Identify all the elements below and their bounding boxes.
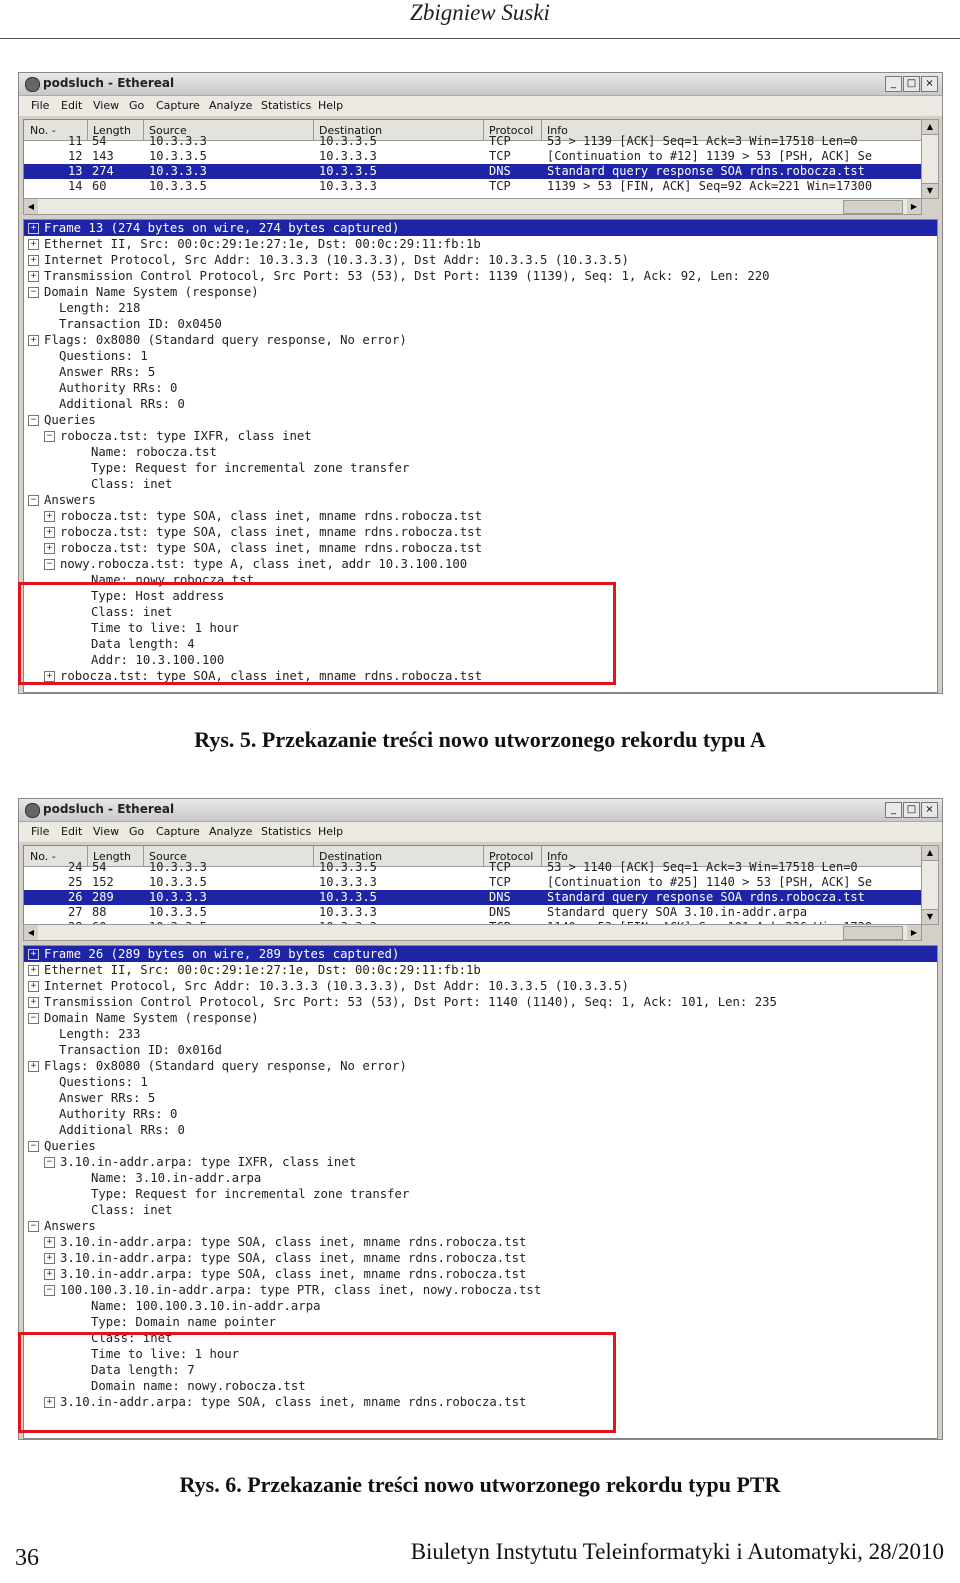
packet-cell-info: 1139 > 53 [FIN, ACK] Seq=92 Ack=221 Win=17300 [547, 179, 873, 193]
tree-node[interactable] [24, 460, 937, 476]
minimize-button[interactable]: _ [885, 76, 902, 92]
ethereal-app-icon [25, 803, 40, 818]
tree-node-label: Length: 233 [59, 1027, 141, 1041]
tree-node-label: 3.10.in-addr.arpa: type IXFR, class inet [60, 1155, 357, 1169]
col-protocol[interactable]: Protocol [489, 850, 534, 863]
tree-node-label: robocza.tst: type SOA, class inet, mname rdns.robocza.tst [60, 541, 482, 555]
col-info[interactable]: Info [547, 850, 568, 863]
packet-cell-len: 274 [92, 164, 114, 178]
tree-node[interactable] [24, 1042, 937, 1058]
expand-icon[interactable]: + [28, 949, 39, 960]
expand-icon[interactable]: + [28, 965, 39, 976]
tree-node[interactable] [24, 1266, 937, 1282]
tree-node[interactable] [24, 220, 937, 236]
tree-node[interactable] [24, 962, 937, 978]
tree-node-label: Type: Request for incremental zone transfer [91, 1187, 410, 1201]
tree-node-label: robocza.tst: type IXFR, class inet [60, 429, 312, 443]
scroll-up-icon[interactable]: ▲ [922, 120, 938, 135]
collapse-icon[interactable]: − [44, 559, 55, 570]
tree-node[interactable] [24, 1250, 937, 1266]
packet-list-vscrollbar[interactable] [921, 845, 939, 925]
figure-caption-5: Rys. 5. Przekazanie treści nowo utworzonego rekordu typu A [194, 727, 766, 752]
menu-help[interactable]: Help [318, 825, 344, 838]
tree-node[interactable] [24, 428, 937, 444]
packet-cell-len: 88 [92, 905, 107, 919]
packet-cell-proto: DNS [489, 890, 511, 904]
tree-node-label: Name: 100.100.3.10.in-addr.arpa [91, 1299, 321, 1313]
menu-view[interactable]: View [93, 99, 120, 112]
tree-node-label: Transaction ID: 0x016d [59, 1043, 222, 1057]
col-destination[interactable]: Destination [319, 124, 383, 137]
tree-node-label: Queries [44, 1139, 96, 1153]
tree-node-label: 3.10.in-addr.arpa: type SOA, class inet, mname rdns.robocza.tst [60, 1267, 527, 1281]
packet-cell-src: 10.3.3.3 [149, 134, 207, 148]
packet-row[interactable] [24, 860, 921, 875]
tree-node[interactable] [24, 1090, 937, 1106]
tree-node[interactable] [24, 1154, 937, 1170]
expand-icon[interactable]: + [28, 239, 39, 250]
tree-node-label: Flags: 0x8080 (Standard query response, No error) [44, 1059, 407, 1073]
packet-cell-proto: TCP [489, 179, 511, 193]
menu-analyze[interactable]: Analyze [209, 99, 253, 112]
packet-cell-no: 25 [68, 875, 83, 889]
tree-node-label: Transmission Control Protocol, Src Port: 53 (53), Dst Port: 1140 (1140), Seq: 1, Ack: 101, Len: 235 [44, 995, 777, 1009]
tree-node-label: Type: Host address [91, 589, 225, 603]
tree-node-label: Time to live: 1 hour [91, 1347, 240, 1361]
menu-capture[interactable]: Capture [156, 825, 200, 838]
col-no[interactable]: No. - [30, 124, 56, 137]
collapse-icon[interactable]: − [44, 1285, 55, 1296]
journal-footer: Biuletyn Instytutu Teleinformatyki i Automatyki, 28/2010 [410, 1539, 944, 1564]
tree-node-label: Answers [44, 493, 96, 507]
expand-icon[interactable]: + [44, 1253, 55, 1264]
packet-cell-len: 60 [92, 179, 107, 193]
tree-node-label: nowy.robocza.tst: type A, class inet, addr 10.3.100.100 [60, 557, 468, 571]
collapse-icon[interactable]: − [28, 287, 39, 298]
tree-node-label: Flags: 0x8080 (Standard query response, No error) [44, 333, 407, 347]
packet-cell-no: 24 [68, 860, 83, 874]
col-info[interactable]: Info [547, 124, 568, 137]
tree-node-label: Frame 13 (274 bytes on wire, 274 bytes captured) [44, 221, 400, 235]
col-length[interactable]: Length [93, 124, 131, 137]
tree-node-label: Type: Domain name pointer [91, 1315, 277, 1329]
packet-row[interactable] [24, 134, 921, 149]
tree-node[interactable] [24, 1106, 937, 1122]
tree-node-label: Authority RRs: 0 [59, 381, 178, 395]
tree-node-label: Transmission Control Protocol, Src Port: 53 (53), Dst Port: 1139 (1139), Seq: 1, Ack: 92, Len: 220 [44, 269, 770, 283]
tree-node[interactable] [24, 268, 937, 284]
tree-node-label: Type: Request for incremental zone transfer [91, 461, 410, 475]
packet-list-vscrollbar[interactable] [921, 119, 939, 199]
tree-node[interactable] [24, 1218, 937, 1234]
menu-capture[interactable]: Capture [156, 99, 200, 112]
tree-node-label: Additional RRs: 0 [59, 397, 185, 411]
tree-node-label: 100.100.3.10.in-addr.arpa: type PTR, class inet, nowy.robocza.tst [60, 1283, 542, 1297]
packet-cell-info: [Continuation to #12] 1139 > 53 [PSH, ACK] Se [547, 149, 873, 163]
highlight-box [18, 582, 616, 685]
close-button[interactable]: × [921, 76, 938, 92]
tree-node[interactable] [24, 1138, 937, 1154]
expand-icon[interactable]: + [44, 511, 55, 522]
tree-node-label: Authority RRs: 0 [59, 1107, 178, 1121]
expand-icon[interactable]: + [44, 1269, 55, 1280]
tree-node[interactable] [24, 412, 937, 428]
collapse-icon[interactable]: − [28, 1141, 39, 1152]
expand-icon[interactable]: + [44, 527, 55, 538]
tree-node-label: Internet Protocol, Src Addr: 10.3.3.3 (10.3.3.3), Dst Addr: 10.3.3.5 (10.3.3.5) [44, 253, 629, 267]
collapse-icon[interactable]: − [44, 431, 55, 442]
tree-node[interactable] [24, 236, 937, 252]
tree-node[interactable] [24, 380, 937, 396]
tree-node-label: Class: inet [91, 605, 173, 619]
tree-node[interactable] [24, 1074, 937, 1090]
tree-node[interactable] [24, 1026, 937, 1042]
tree-node[interactable] [24, 396, 937, 412]
expand-icon[interactable]: + [44, 1237, 55, 1248]
packet-cell-info: Standard query response SOA rdns.robocza.tst [547, 890, 865, 904]
tree-node[interactable] [24, 332, 937, 348]
packet-cell-src: 10.3.3.5 [149, 149, 207, 163]
packet-cell-info: 53 > 1139 [ACK] Seq=1 Ack=3 Win=17518 Len=0 [547, 134, 858, 148]
packet-cell-dst: 10.3.3.3 [319, 875, 377, 889]
packet-cell-info: 53 > 1140 [ACK] Seq=1 Ack=3 Win=17518 Len=0 [547, 860, 858, 874]
hscroll-thumb[interactable] [843, 200, 903, 214]
packet-cell-proto: TCP [489, 134, 511, 148]
page-number: 36 [15, 1545, 39, 1571]
tree-node-label: robocza.tst: type SOA, class inet, mname rdns.robocza.tst [60, 525, 482, 539]
packet-list-hscrollbar[interactable] [23, 924, 922, 941]
packet-cell-proto: DNS [489, 164, 511, 178]
packet-cell-dst: 10.3.3.3 [319, 905, 377, 919]
tree-node-label: Answers [44, 1219, 96, 1233]
tree-node-label: Answer RRs: 5 [59, 1091, 156, 1105]
window-titlebar [19, 73, 942, 96]
packet-cell-info: Standard query SOA 3.10.in-addr.arpa [547, 905, 808, 919]
tree-node-label: Queries [44, 413, 96, 427]
tree-node-label: Addr: 10.3.100.100 [91, 653, 225, 667]
tree-node-label: Name: 3.10.in-addr.arpa [91, 1171, 262, 1185]
expand-icon[interactable]: + [28, 271, 39, 282]
collapse-icon[interactable]: − [28, 1221, 39, 1232]
tree-node[interactable] [24, 364, 937, 380]
tree-node-label: Internet Protocol, Src Addr: 10.3.3.3 (10.3.3.3), Dst Addr: 10.3.3.5 (10.3.3.5) [44, 979, 629, 993]
tree-node[interactable] [24, 348, 937, 364]
expand-icon[interactable]: + [44, 1397, 55, 1408]
header-rule [0, 38, 960, 39]
menu-help[interactable]: Help [318, 99, 344, 112]
tree-node[interactable] [24, 1186, 937, 1202]
packet-cell-dst: 10.3.3.5 [319, 890, 377, 904]
packet-cell-no: 13 [68, 164, 83, 178]
minimize-button[interactable]: _ [885, 802, 902, 818]
tree-node-label: Domain name: nowy.robocza.tst [91, 1379, 306, 1393]
expand-icon[interactable]: + [44, 543, 55, 554]
tree-node[interactable] [24, 524, 937, 540]
packet-list [23, 845, 922, 925]
tree-node[interactable] [24, 508, 937, 524]
tree-node-label: 3.10.in-addr.arpa: type SOA, class inet, mname rdns.robocza.tst [60, 1251, 527, 1265]
menu-statistics[interactable]: Statistics [261, 825, 312, 838]
col-no[interactable]: No. - [30, 850, 56, 863]
tree-node[interactable] [24, 1314, 937, 1330]
maximize-button[interactable]: □ [903, 802, 920, 818]
tree-node[interactable] [24, 492, 937, 508]
expand-icon[interactable]: + [28, 255, 39, 266]
packet-cell-info: [Continuation to #25] 1140 > 53 [PSH, ACK] Se [547, 875, 873, 889]
scroll-down-icon[interactable]: ▼ [922, 183, 938, 198]
tree-node-label: Data length: 7 [91, 1363, 195, 1377]
expand-icon[interactable]: + [28, 997, 39, 1008]
tree-node-label: 3.10.in-addr.arpa: type SOA, class inet, mname rdns.robocza.tst [60, 1235, 527, 1249]
tree-node-label: Frame 26 (289 bytes on wire, 289 bytes captured) [44, 947, 400, 961]
tree-node[interactable] [24, 556, 937, 572]
tree-node[interactable] [24, 1282, 937, 1298]
packet-row[interactable] [24, 890, 921, 905]
menu-edit[interactable]: Edit [61, 99, 83, 112]
packet-cell-no: 27 [68, 905, 83, 919]
tree-node[interactable] [24, 300, 937, 316]
collapse-icon[interactable]: − [28, 495, 39, 506]
tree-node[interactable] [24, 1298, 937, 1314]
packet-cell-proto: DNS [489, 905, 511, 919]
tree-node[interactable] [24, 1234, 937, 1250]
tree-node[interactable] [24, 476, 937, 492]
tree-node[interactable] [24, 978, 937, 994]
menu-file[interactable]: File [31, 825, 50, 838]
menu-view[interactable]: View [93, 825, 120, 838]
packet-cell-no: 14 [68, 179, 83, 193]
expand-icon[interactable]: + [28, 1061, 39, 1072]
menu-bar [19, 96, 942, 116]
tree-node-label: Class: inet [91, 1331, 173, 1345]
scroll-left-icon[interactable]: ◀ [24, 925, 38, 940]
tree-node-label: 3.10.in-addr.arpa: type SOA, class inet, mname rdns.robocza.tst [60, 1395, 527, 1409]
packet-row[interactable] [24, 179, 921, 194]
packet-list-hscrollbar[interactable] [23, 198, 922, 215]
tree-node-label: Domain Name System (response) [44, 1011, 259, 1025]
collapse-icon[interactable]: − [28, 1013, 39, 1024]
tree-node-label: Transaction ID: 0x0450 [59, 317, 222, 331]
scroll-left-icon[interactable]: ◀ [24, 199, 38, 214]
packet-cell-len: 54 [92, 134, 107, 148]
packet-cell-no: 12 [68, 149, 83, 163]
tree-node-label: Additional RRs: 0 [59, 1123, 185, 1137]
expand-icon[interactable]: + [28, 223, 39, 234]
scroll-right-icon[interactable]: ▶ [907, 925, 921, 940]
packet-cell-dst: 10.3.3.5 [319, 164, 377, 178]
expand-icon[interactable]: + [44, 671, 55, 682]
window-title: podsluch - Ethereal [43, 76, 175, 90]
col-protocol[interactable]: Protocol [489, 124, 534, 137]
packet-cell-dst: 10.3.3.5 [319, 134, 377, 148]
packet-cell-src: 10.3.3.5 [149, 875, 207, 889]
menu-statistics[interactable]: Statistics [261, 99, 312, 112]
packet-cell-dst: 10.3.3.5 [319, 860, 377, 874]
packet-cell-src: 10.3.3.3 [149, 860, 207, 874]
tree-node-label: Name: nowy.robocza.tst [91, 573, 254, 587]
tree-node[interactable] [24, 284, 937, 300]
packet-cell-no: 11 [68, 134, 83, 148]
packet-cell-len: 143 [92, 149, 114, 163]
tree-node-label: Class: inet [91, 1203, 173, 1217]
scroll-down-icon[interactable]: ▼ [922, 909, 938, 924]
packet-cell-len: 152 [92, 875, 114, 889]
scroll-up-icon[interactable]: ▲ [922, 846, 938, 861]
hscroll-thumb[interactable] [843, 926, 903, 940]
packet-cell-proto: TCP [489, 149, 511, 163]
packet-row[interactable] [24, 149, 921, 164]
packet-cell-len: 54 [92, 860, 107, 874]
packet-cell-src: 10.3.3.3 [149, 890, 207, 904]
packet-cell-dst: 10.3.3.3 [319, 179, 377, 193]
menu-file[interactable]: File [31, 99, 50, 112]
tree-node-label: Domain Name System (response) [44, 285, 259, 299]
col-length[interactable]: Length [93, 850, 131, 863]
tree-node[interactable] [24, 444, 937, 460]
menu-edit[interactable]: Edit [61, 825, 83, 838]
packet-cell-dst: 10.3.3.3 [319, 149, 377, 163]
tree-node-label: Ethernet II, Src: 00:0c:29:1e:27:1e, Dst: 00:0c:29:11:fb:1b [44, 963, 481, 977]
packet-row[interactable] [24, 164, 921, 179]
collapse-icon[interactable]: − [44, 1157, 55, 1168]
col-source[interactable]: Source [149, 850, 187, 863]
packet-row[interactable] [24, 875, 921, 890]
tree-node-label: Questions: 1 [59, 349, 148, 363]
packet-list [23, 119, 922, 199]
tree-node-label: Length: 218 [59, 301, 141, 315]
menu-go[interactable]: Go [129, 99, 145, 112]
tree-node-label: Name: robocza.tst [91, 445, 217, 459]
tree-node[interactable] [24, 1202, 937, 1218]
ethereal-app-icon [25, 77, 40, 92]
packet-row[interactable] [24, 905, 921, 920]
window-title: podsluch - Ethereal [43, 802, 175, 816]
menu-go[interactable]: Go [129, 825, 145, 838]
window-titlebar [19, 799, 942, 822]
tree-node-label: Ethernet II, Src: 00:0c:29:1e:27:1e, Dst: 00:0c:29:11:fb:1b [44, 237, 481, 251]
expand-icon[interactable]: + [28, 981, 39, 992]
highlight-box [18, 1332, 616, 1433]
scroll-right-icon[interactable]: ▶ [907, 199, 921, 214]
col-destination[interactable]: Destination [319, 850, 383, 863]
tree-node[interactable] [24, 1122, 937, 1138]
close-button[interactable]: × [921, 802, 938, 818]
packet-cell-src: 10.3.3.5 [149, 179, 207, 193]
packet-cell-src: 10.3.3.3 [149, 164, 207, 178]
col-source[interactable]: Source [149, 124, 187, 137]
tree-node[interactable] [24, 1010, 937, 1026]
packet-cell-proto: TCP [489, 860, 511, 874]
tree-node[interactable] [24, 994, 937, 1010]
tree-node-label: Time to live: 1 hour [91, 621, 240, 635]
running-header-author: Zbigniew Suski [410, 0, 550, 25]
tree-node[interactable] [24, 946, 937, 962]
tree-node[interactable] [24, 1058, 937, 1074]
figure-caption-6: Rys. 6. Przekazanie treści nowo utworzonego rekordu typu PTR [179, 1472, 781, 1497]
tree-node[interactable] [24, 1170, 937, 1186]
packet-cell-info: Standard query response SOA rdns.robocza.tst [547, 164, 865, 178]
tree-node-label: robocza.tst: type SOA, class inet, mname rdns.robocza.tst [60, 509, 482, 523]
tree-node-label: Class: inet [91, 477, 173, 491]
packet-cell-no: 26 [68, 890, 83, 904]
packet-cell-src: 10.3.3.5 [149, 905, 207, 919]
tree-node-label: Data length: 4 [91, 637, 195, 651]
maximize-button[interactable]: □ [903, 76, 920, 92]
tree-node-label: robocza.tst: type SOA, class inet, mname rdns.robocza.tst [60, 669, 482, 683]
menu-analyze[interactable]: Analyze [209, 825, 253, 838]
packet-cell-proto: TCP [489, 875, 511, 889]
collapse-icon[interactable]: − [28, 415, 39, 426]
tree-node-label: Answer RRs: 5 [59, 365, 156, 379]
packet-cell-len: 289 [92, 890, 114, 904]
tree-node[interactable] [24, 316, 937, 332]
menu-bar [19, 822, 942, 842]
tree-node[interactable] [24, 540, 937, 556]
tree-node[interactable] [24, 252, 937, 268]
expand-icon[interactable]: + [28, 335, 39, 346]
tree-node-label: Questions: 1 [59, 1075, 148, 1089]
